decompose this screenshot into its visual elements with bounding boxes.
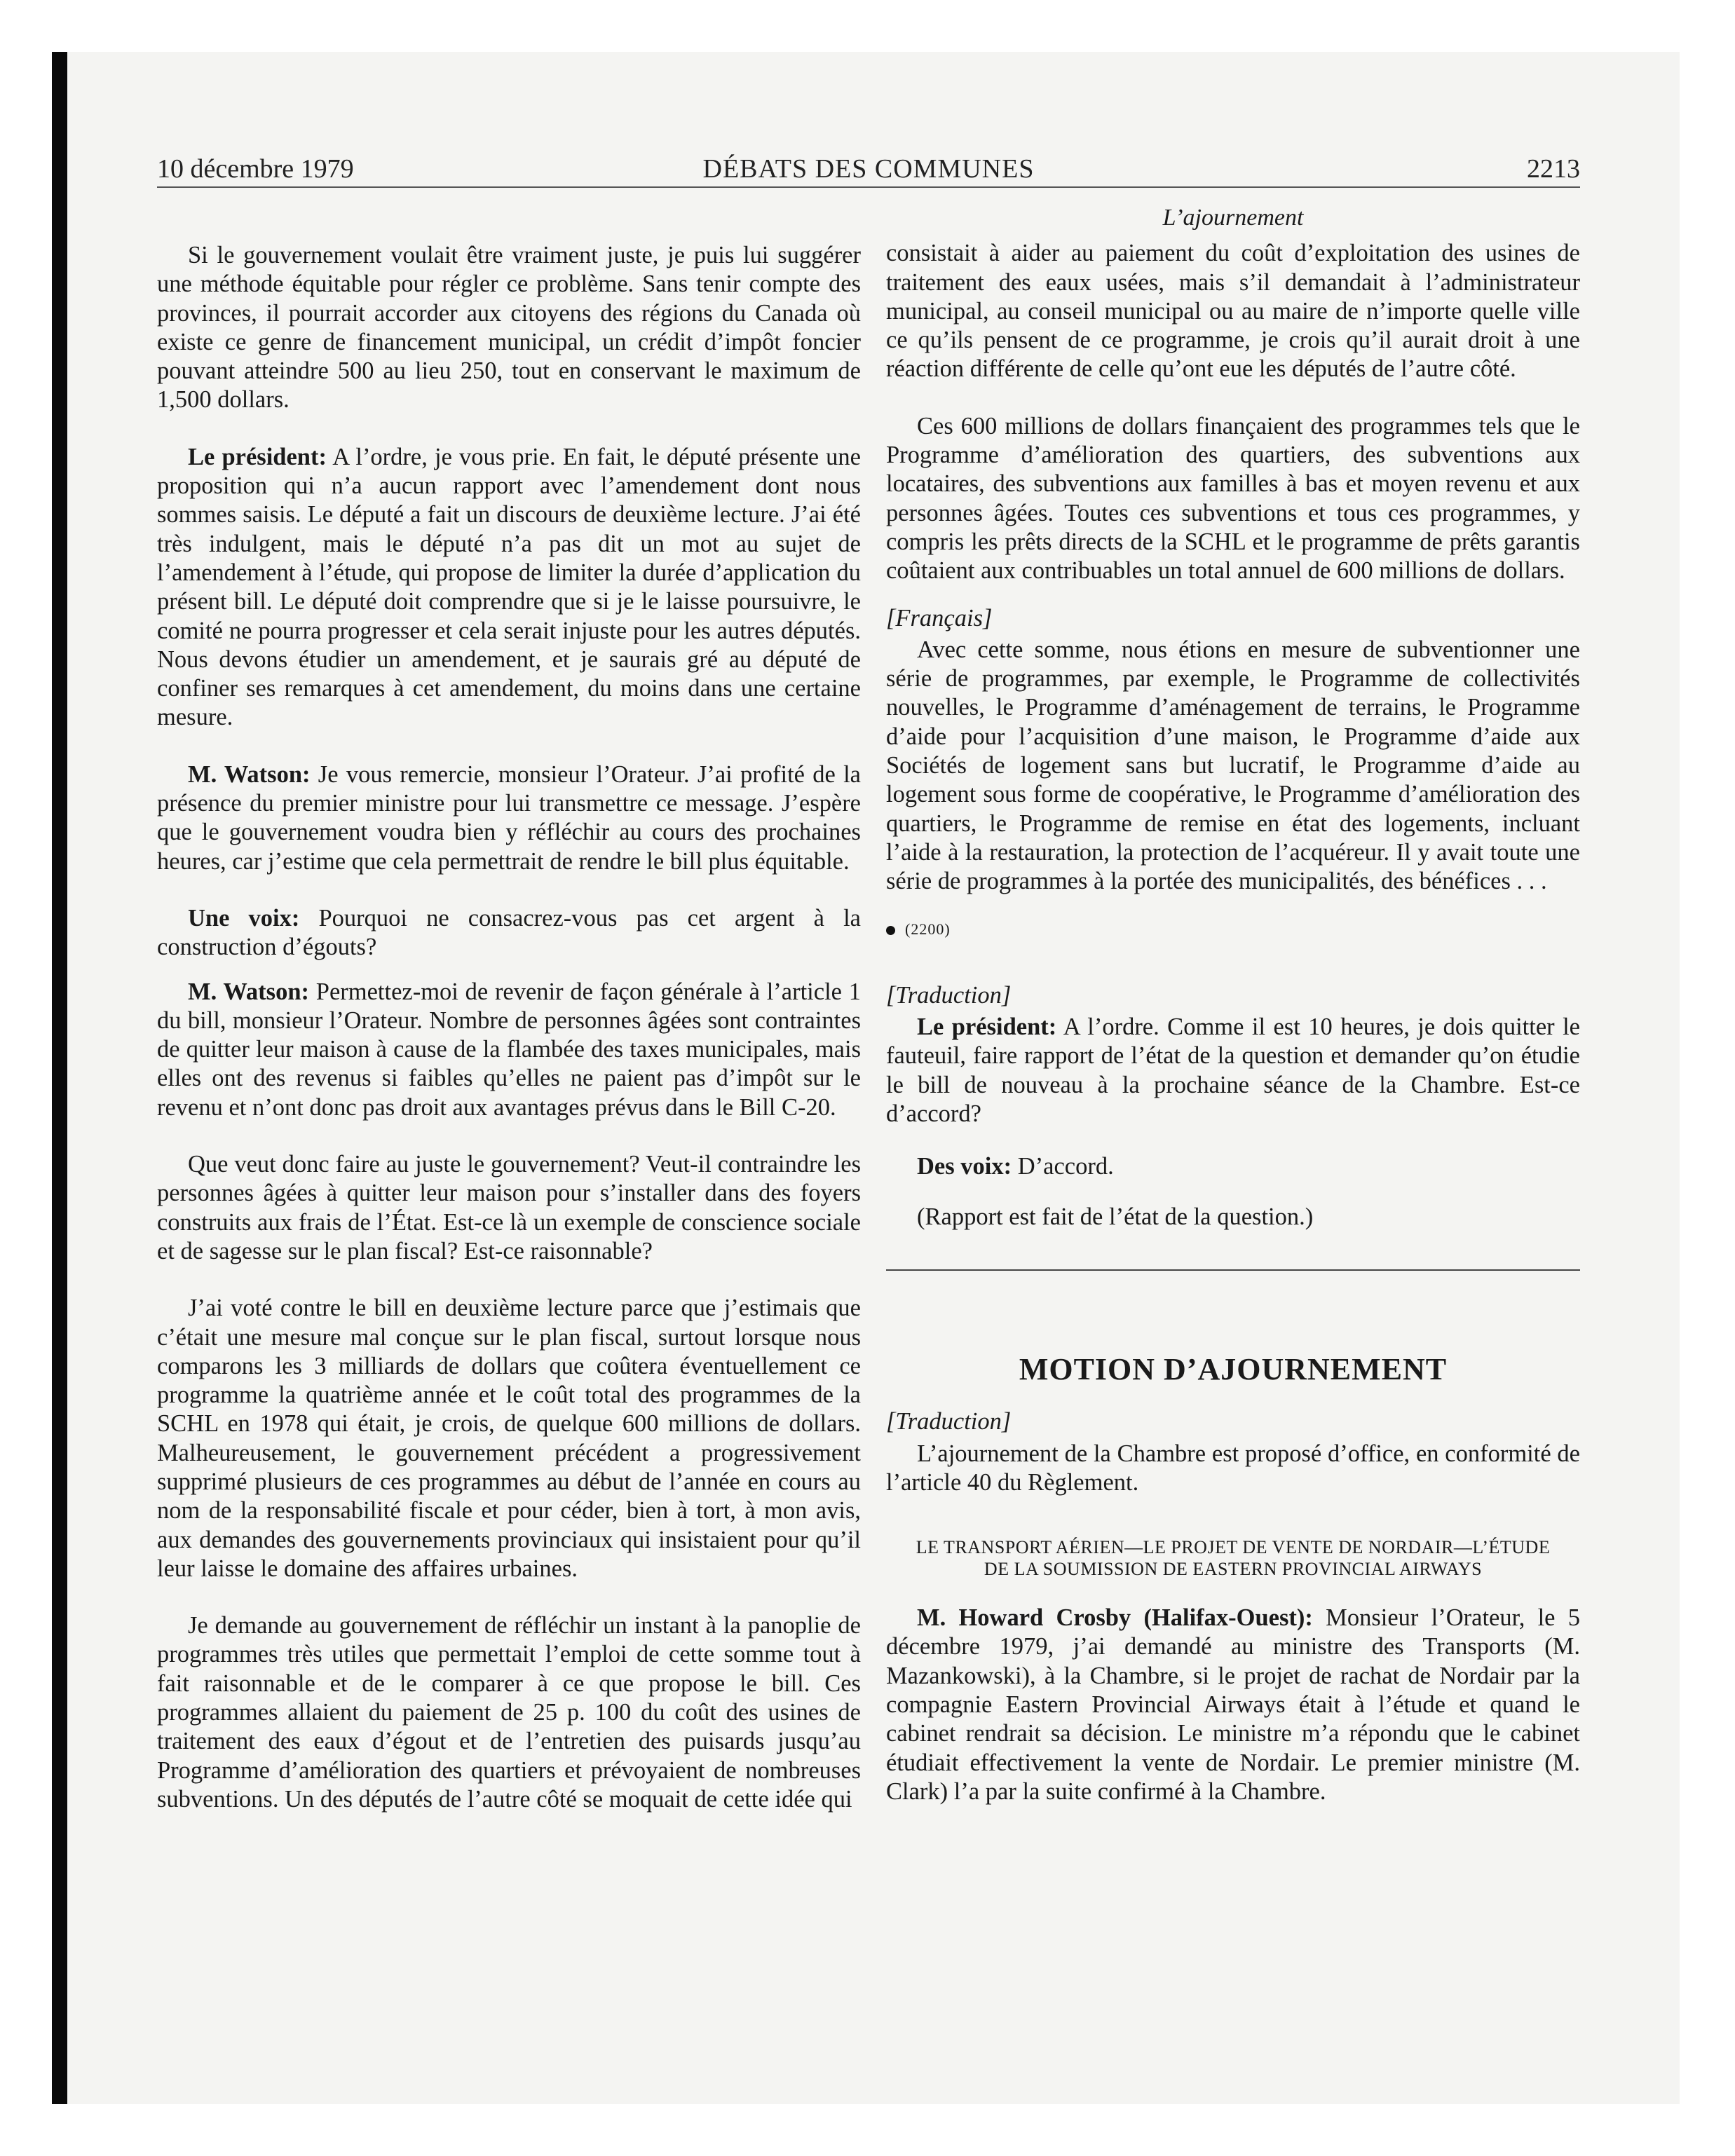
speech-text: A l’ordre, je vous prie. En fait, le député présente une proposition qui n’a aucun rapport avec l’amendement dont nous sommes saisis. Le député a fait un discours de deuxième lecture. J’ai été très indulgent, mais le député n’a pas dit un mot au sujet de l’amendement à l’étude, qui propose de limiter la durée d’application du présent bill. Le député doit comprendre que si je le laisse poursuivre, le comité ne pourra progresser et cela serait injuste pour les autres députés. Nous devons étudier un amendement, et je saurais gré au député de confiner ses remarques à cet amendement, du moins dans une certaine mesure. [157,443,861,731]
speech-text: Pourquoi ne consacrez-vous pas cet argent à la construction d’égouts? [157,904,861,961]
speaker-name: Le président: [917,1014,1057,1041]
section-rule [886,1269,1580,1271]
speaker-name: Une voix: [188,904,300,932]
paragraph [157,978,861,1122]
paragraph: Que veut donc faire au juste le gouvernement? Veut-il contraindre les personnes âgées à quitter leur maison pour s’installer dans des foyers construits aux frais de l’État. Est-ce là un exemple de conscience sociale et de sagesse sur le plan fiscal? Est-ce raisonnable? [157,1151,861,1264]
language-marker: [Traduction] [886,1408,1012,1435]
paragraph: consistait à aider au paiement du coût d’exploitation des usines de traitement des eaux usées, mais s’il demandait à l’administrateur municipal, au conseil municipal ou au maire de n’importe quelle ville ce qu’ils pensent de ce programme, je crois qu’il aurait droit à une réaction différente de celle qu’ont eue les députés de l’autre côté. [886,240,1580,383]
speaker-name: M. Watson: [188,978,310,1005]
speech-text: Je vous remercie, monsieur l’Orateur. J’ai profité de la présence du premier ministre pour lui transmettre ce message. J’espère que le gouvernement voudra bien y réfléchir au cours des prochaines heures, car j’estime que cela permettrait de rendre le bill plus équitable. [157,760,861,875]
paragraph [157,443,861,732]
paragraph: (Rapport est fait de l’état de la question.) [917,1203,1314,1230]
header-rule [157,186,1580,188]
paragraph [886,1152,1580,1181]
left-column [157,241,861,1814]
paragraph: J’ai voté contre le bill en deuxième lecture parce que j’estimais que c’était une mesure mal conçue sur le plan fiscal, surtout lorsque nous comparons les 3 milliards de dollars que coûtera éventuellement ce programme la quatrième année et le coût total des programmes de la SCHL en 1978 qui était, je crois, de quelque 600 millions de dollars. Malheureusement, le gouvernement précédent a progressivement supprimé plusieurs de ces programmes au début de l’année en cours au nom de la responsabilité fiscale et pour céder, bien à tort, à mon avis, aux demandes des gouvernements provinciaux qui insistaient pour qu’il leur laisse le domaine des affaires urbaines. [157,1295,861,1582]
header-date: 10 décembre 1979 [157,154,354,184]
scan-edge [52,52,67,2104]
language-marker: [Français] [886,604,993,632]
header-title: DÉBATS DES COMMUNES [702,154,1035,184]
speech-text: A l’ordre. Comme il est 10 heures, je dois quitter le fauteuil, faire rapport de l’état de la question et demander qu’on étudie le bill de nouveau à la prochaine séance de la Chambre. Est-ce d’accord? [886,1014,1580,1128]
paragraph [886,1013,1580,1128]
speaker-name: M. Watson: [188,760,311,788]
paragraph: Je demande au gouvernement de réfléchir un instant à la panoplie de programmes très utiles que permettait l’emploi de cette somme tout à fait raisonnable et de le comparer à ce que propose le bill. Ces programmes allaient du paiement de 25 p. 100 du coût des usines de traitement des eaux d’égout et de l’entretien des puisards jusqu’au Programme d’amélioration des quartiers et prévoyaient de nombreuses subventions. Un des députés de l’autre côté se moquait de cette idée qui [157,1612,861,1813]
page-header [157,153,1580,185]
speaker-name: Des voix: [917,1153,1012,1180]
paragraph [157,760,861,876]
subsection-heading: LE TRANSPORT AÉRIEN—LE PROJET DE VENTE DE NORDAIR—L’ÉTUDE DE LA SOUMISSION DE EASTERN PROVINCIAL AIRWAYS [916,1537,1551,1580]
speech-text: Monsieur l’Orateur, le 5 décembre 1979, j’ai demandé au ministre des Transports (M. Mazankowski), à la Chambre, si le projet de rachat de Nordair par la compagnie Eastern Provincial Airways était à l’étude et quand le cabinet rendrait sa décision. Le ministre m’a répondu que le cabinet étudiait effectivement la vente de Nordair. Le premier ministre (M. Clark) l’a par la suite confirmé à la Chambre. [886,1604,1580,1805]
paragraph: Avec cette somme, nous étions en mesure de subventionner une série de programmes, par exemple, le Programme de collectivités nouvelles, le Programme d’aménagement de terrains, le Programme d’aide pour l’acquisition d’une maison, le Programme d’aide aux Sociétés de logement sans but lucratif, le Programme d’aide au logement sous forme de coopérative, le Programme d’amélioration des quartiers, le Programme de remise en état des logements, incluant l’aide à la restauration, la protection de l’acquéreur. Il y avait toute une série de programmes à la portée des municipalités, des bénéfices . . . [886,636,1580,895]
paragraph [157,904,861,962]
paragraph: Ces 600 millions de dollars finançaient des programmes tels que le Programme d’amélioration des quartiers, des subventions aux locataires, des subventions aux familles à bas et moyen revenu et aux personnes âgées. Toutes ces subventions et tous ces programmes, y compris les prêts directs de la SCHL et le programme de prêts garantis coûtaient aux contribuables un total annuel de 600 millions de dollars. [886,412,1580,585]
speaker-name: Le président: [188,443,327,470]
speech-text: D’accord. [1012,1153,1114,1180]
paragraph: L’ajournement de la Chambre est proposé d’office, en conformité de l’article 40 du Règlement. [886,1440,1580,1496]
speech-text: Permettez-moi de revenir de façon générale à l’article 1 du bill, monsieur l’Orateur. Nombre de personnes âgées sont contraintes de quitter leur maison à cause de la flambée des taxes municipales, mais elles ont des revenus si faibles qu’elles ne paient pas d’impôt sur le revenu et n’ont donc pas droit aux avantages prévus dans le Bill C-20. [157,978,861,1121]
time-marker-text: (2200) [905,920,951,938]
header-page-number: 2213 [1527,154,1580,184]
speaker-name: M. Howard Crosby (Halifax-Ouest): [917,1604,1313,1632]
time-marker [886,915,1580,943]
bullet-icon [886,926,895,935]
language-marker: [Traduction] [886,981,1012,1009]
paragraph [886,1604,1580,1806]
running-head: L’ajournement [1162,205,1304,231]
right-column [886,203,1580,1806]
paragraph: Si le gouvernement voulait être vraiment juste, je puis lui suggérer une méthode équitable pour régler ce problème. Sans tenir compte des provinces, il pourrait accorder aux citoyens des régions du Canada où existe ce genre de financement municipal, un crédit d’impôt foncier pouvant atteindre 500 au lieu 250, tout en conservant le maximum de 1,500 dollars. [157,242,861,414]
section-title: MOTION D’AJOURNEMENT [1019,1351,1448,1386]
